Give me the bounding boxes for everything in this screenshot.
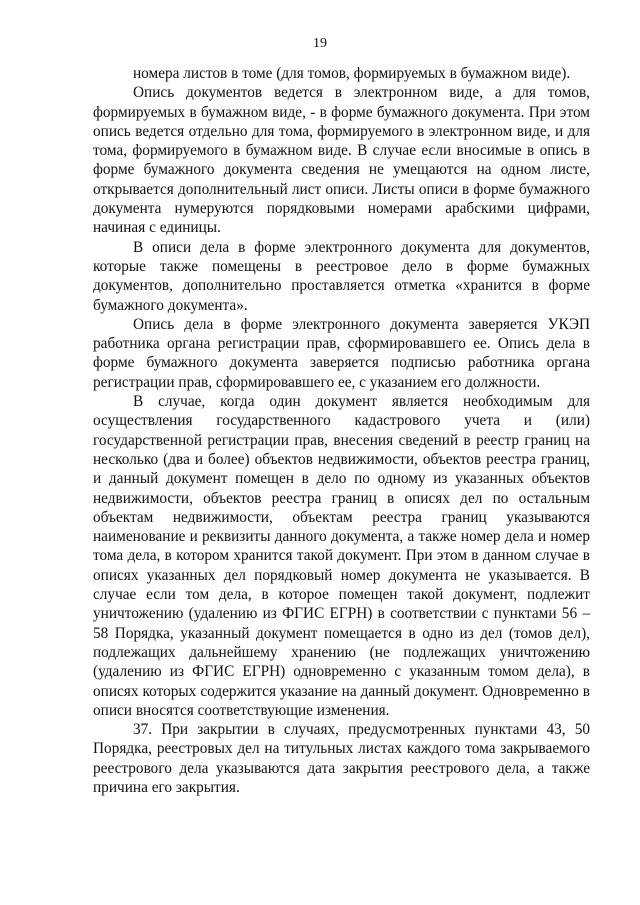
paragraph-continuation: номера листов в томе (для томов, формируемых в бумажном виде). — [133, 65, 571, 82]
paragraph-item-37: 37. При закрытии в случаях, предусмотренных пунктами 43, 50 Порядка, реестровых дел на титульных листах каждого тома закрываемого реестрового дела указываются дата закрытия реестрового дела, а также причина его закрытия. — [93, 721, 590, 796]
paragraph-inventory-format: Опись документов ведется в электронном виде, а для томов, формируемых в бумажном виде, - в форме бумажного документа. При этом опись ведется отдельно для тома, формируемого в электронном виде, и для тома, формируемого в бумажном виде. В случае если вносимые в опись в форме бумажного документа сведения не умещаются на одном листе, открывается дополнительный лист описи. Листы описи в форме бумажного документа нумеруются порядковыми номерами арабскими цифрами, начиная с единицы. — [93, 84, 590, 237]
paragraph-paper-mark: В описи дела в форме электронного документа для документов, которые также помещены в реестровое дело в форме бумажных документов, дополнительно проставляется отметка «хранится в форме бумажного документа». — [93, 238, 590, 314]
paragraph-shared-document: В случае, когда один документ является необходимым для осуществления государственного кадастрового учета и (или) государственной регистрации прав, внесения сведений в реестр границ на несколько (два и более) объектов недвижимости, объектов реестра границ, и данный документ помещен в дело по одному из указанных объектов недвижимости, объектов реестра границ в описях дел по остальным объектам недвижимости, объектам реестра границ указываются наименование и реквизиты данного документа, а также номер дела и номер тома дела, в котором хранится такой документ. При этом в данном случае в описях указанных дел порядковый номер документа не указывается. В случае если том дела, в которое помещен такой документ, подлежит уничтожению (удалению из ФГИС ЕГРН) в соответствии с пунктами 56 – 58 Порядка, указанный документ помещается в одно из дел (томов дел), подлежащих дальнейшему хранению (не подлежащих уничтожению (удалению из ФГИС ЕГРН) одновременно с указанным томом дела), в описях которых содержится указание на данный документ. Одновременно в описи вносятся соответствующие изменения. — [93, 393, 590, 719]
document-body — [93, 64, 590, 797]
page-number: 19 — [313, 36, 327, 51]
paragraph-certification: Опись дела в форме электронного документа заверяется УКЭП работника органа регистрации прав, сформировавшего ее. Опись дела в форме бумажного документа заверяется подписью работника органа регистрации прав, сформировавшего ее, с указанием его должности. — [93, 315, 590, 391]
